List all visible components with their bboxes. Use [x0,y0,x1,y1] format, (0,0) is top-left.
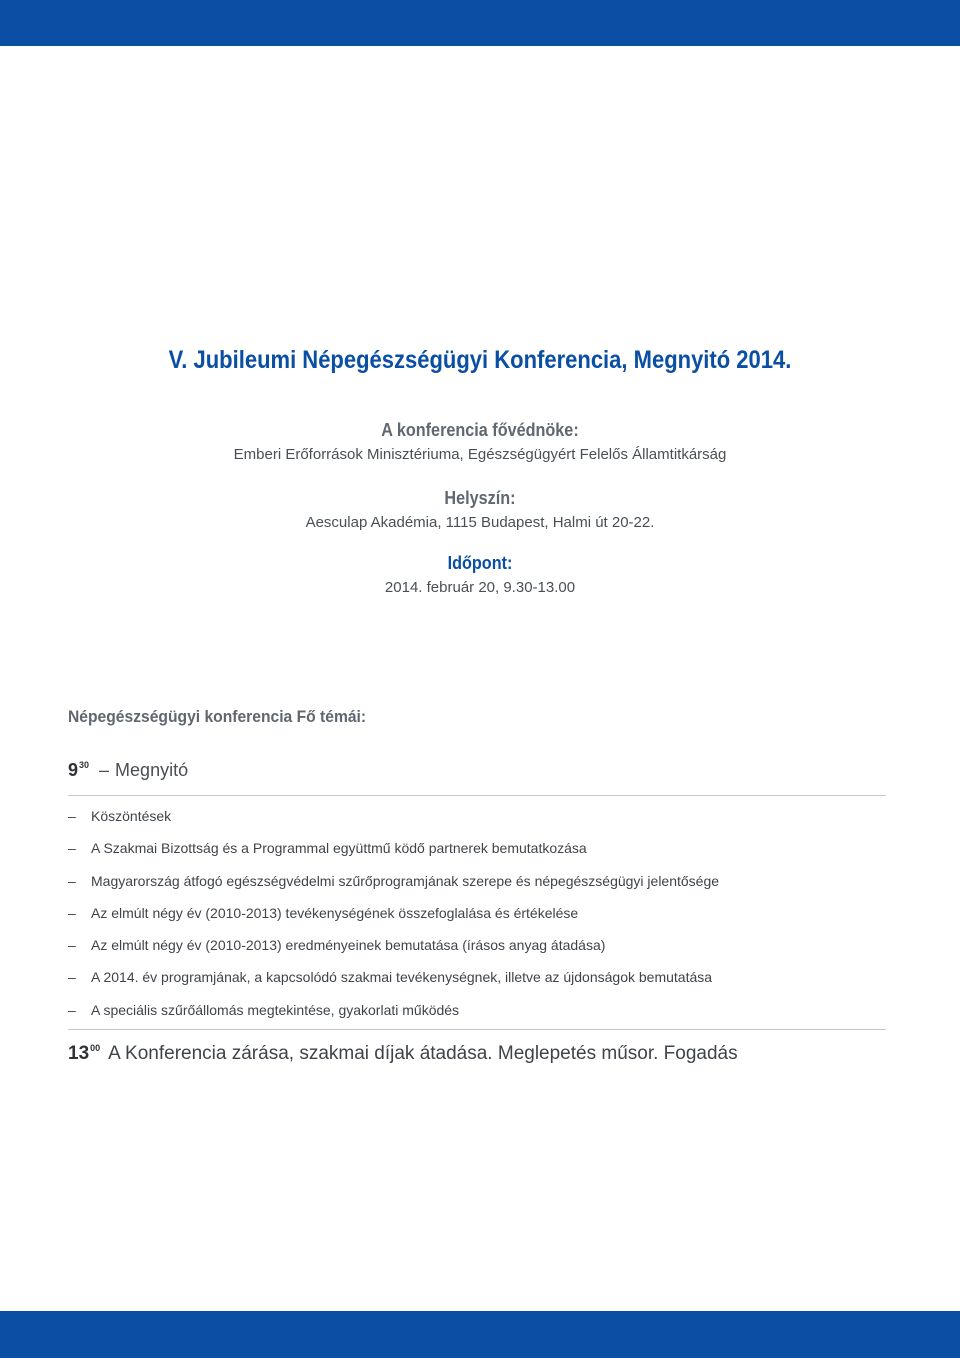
list-item-text: Az elmúlt négy év (2010-2013) eredményeinek bemutatása (írásos anyag átadása) [91,937,606,954]
dash-bullet: – [68,937,76,954]
dash-bullet: – [68,969,76,986]
dash-bullet: – [68,1001,76,1018]
time-text: 2014. február 20, 9.30-13.00 [384,579,576,596]
dash-bullet: – [68,872,76,889]
bottom-banner [0,1311,960,1358]
closing-label: A Konferencia zárása, szakmai díjak átadása. Meglepetés műsor. Fogadás [108,1043,738,1064]
opening-minutes: 30 [79,760,90,770]
dash-bullet: – [68,904,76,921]
list-item [68,967,888,999]
list-item [68,806,888,838]
list-item [68,838,888,870]
list-item-text: Magyarország átfogó egészségvédelmi szűrőprogramjának szerepe és népegészségügyi jelentősége [91,872,720,889]
dash-bullet: – [68,840,76,857]
list-item-text: A speciális szűrőállomás megtekintése, gyakorlati működés [91,1001,460,1018]
themes-title: Népegészségügyi konferencia Fő témái: [68,707,367,726]
divider-top [68,795,886,796]
opening-label: Megnyitó [115,760,189,780]
dash-bullet: – [68,808,76,824]
time-section [0,553,960,596]
time-heading: Időpont: [447,553,513,573]
venue-text: Aesculap Akadémia, 1115 Budapest, Halmi út 20-22. [305,514,655,531]
list-item [68,935,888,967]
opening-dash: – [99,760,110,780]
closing-minutes: 00 [90,1043,101,1053]
list-item [68,871,888,903]
patron-section [0,420,960,463]
patron-heading: A konferencia fővédnöke: [381,420,579,440]
closing-line [68,1043,738,1065]
list-item [68,1000,888,1032]
venue-section [0,488,960,531]
list-item-text: A Szakmai Bizottság és a Programmal együttmű ködő partnerek bemutatkozása [91,840,587,857]
top-banner [0,0,960,46]
venue-heading: Helyszín: [444,488,516,508]
list-item-text: Köszöntések [91,808,172,824]
document-title: V. Jubileumi Népegészségügyi Konferencia, Megnyitó 2014. [168,346,792,374]
divider-bottom [68,1029,886,1030]
list-item [68,903,888,935]
patron-text: Emberi Erőforrások Minisztériuma, Egészségügyért Felelős Államtitkárság [233,446,727,463]
opening-hour: 9 [68,760,79,780]
opening-line [68,760,188,781]
list-item-text: A 2014. év programjának, a kapcsolódó szakmai tevékenységnek, illetve az újdonságok bemutatása [91,969,713,986]
list-item-text: Az elmúlt négy év (2010-2013) tevékenységének összefoglalása és értékelése [91,904,579,921]
agenda-list [68,806,888,1032]
closing-hour: 13 [68,1043,90,1064]
